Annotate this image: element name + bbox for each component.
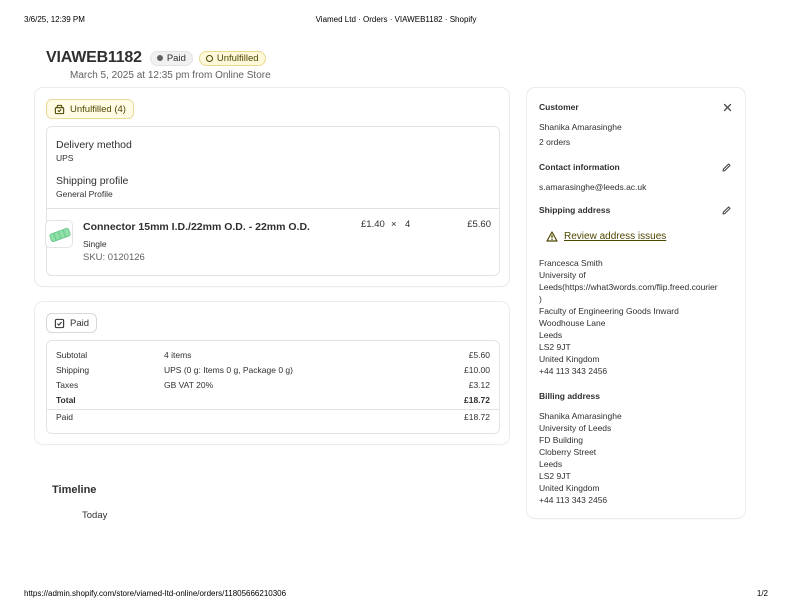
print-url: https://admin.shopify.com/store/viamed-ltd-online/orders/11805666210306: [24, 589, 287, 598]
fulfillment-card: [35, 88, 509, 286]
divider: [47, 208, 499, 209]
product-times-sign: ×: [391, 219, 397, 230]
billing-address-block: [539, 410, 739, 506]
payment-card: [35, 302, 509, 444]
shipping-amount: £10.00: [464, 365, 490, 375]
shipping-line: LS2 9JT: [539, 342, 571, 352]
shipping-address-heading: Shipping address: [539, 205, 611, 215]
billing-line: Leeds: [539, 459, 563, 469]
product-name-link[interactable]: Connector 15mm I.D./22mm O.D. - 22mm O.D.: [83, 221, 310, 233]
contact-heading: Contact information: [539, 162, 620, 172]
print-header: [0, 15, 792, 27]
billing-line: FD Building: [539, 435, 583, 445]
customer-heading: Customer: [539, 102, 579, 112]
delivery-method-value: UPS: [56, 153, 74, 163]
customer-orders-link[interactable]: 2 orders: [539, 137, 571, 147]
print-date: 3/6/25, 12:39 PM: [24, 15, 85, 24]
product-thumbnail[interactable]: [45, 220, 73, 248]
billing-line: University of Leeds: [539, 423, 612, 433]
subtotal-label: Subtotal: [56, 350, 88, 360]
taxes-detail: GB VAT 20%: [164, 380, 214, 390]
payment-status-badge: [150, 51, 193, 66]
product-variant: Single: [83, 239, 107, 249]
payment-summary: [46, 340, 500, 434]
paid-status-label: Paid: [70, 317, 90, 329]
paid-status-pill: [46, 313, 97, 333]
delivery-method-label: Delivery method: [56, 139, 132, 151]
shipping-line: Leeds: [539, 330, 563, 340]
fulfillment-status-badge: [199, 51, 266, 66]
total-row: [47, 395, 499, 407]
paid-row: [47, 412, 499, 424]
shipping-line: Leeds(https://what3words.com/flip.freed.courier: [539, 282, 718, 292]
warning-icon: [546, 231, 558, 242]
taxes-amount: £3.12: [468, 380, 490, 390]
billing-address-heading: Billing address: [539, 391, 600, 401]
shipping-profile-value: General Profile: [56, 189, 113, 199]
divider: [47, 409, 499, 410]
shipping-profile-label: Shipping profile: [56, 175, 129, 187]
order-header: [46, 48, 266, 68]
review-address-issues[interactable]: [546, 231, 666, 242]
billing-line: LS2 9JT: [539, 471, 571, 481]
box-icon: [54, 104, 65, 115]
paid-amount: £18.72: [464, 412, 490, 422]
billing-line: United Kingdom: [539, 483, 600, 493]
shipping-address-block: [539, 257, 739, 377]
shipping-line: +44 113 343 2456: [539, 366, 608, 376]
unfulfilled-status-label: Unfulfilled (4): [70, 103, 126, 115]
subtotal-amount: £5.60: [468, 350, 490, 360]
dot-icon: [157, 55, 163, 61]
timeline-today: Today: [82, 510, 108, 521]
total-label: Total: [56, 395, 76, 405]
product-unit-price: £1.40: [361, 219, 385, 230]
shipping-detail: UPS (0 g: Items 0 g, Package 0 g): [164, 365, 293, 375]
billing-line: Shanika Amarasinghe: [539, 411, 622, 421]
shipping-line: United Kingdom: [539, 354, 600, 364]
product-line-total: £5.60: [467, 219, 491, 230]
billing-line: Cloberry Street: [539, 447, 597, 457]
receipt-check-icon: [54, 318, 65, 329]
shipping-line: University of: [539, 270, 586, 280]
pencil-icon[interactable]: [721, 205, 732, 216]
print-title: Viamed Ltd · Orders · VIAWEB1182 · Shopify: [315, 15, 477, 24]
shipping-line: ): [539, 294, 542, 304]
payment-status-label: Paid: [166, 52, 186, 64]
shipping-label: Shipping: [56, 365, 90, 375]
subtotal-row: [47, 350, 499, 362]
taxes-label: Taxes: [56, 380, 79, 390]
timeline-title: Timeline: [52, 484, 97, 496]
fulfillment-status-label: Unfulfilled: [216, 52, 259, 64]
unfulfilled-status-pill: [46, 99, 134, 119]
order-subtitle: March 5, 2025 at 12:35 pm from Online Store: [70, 70, 271, 81]
paid-label: Paid: [56, 412, 74, 422]
shipping-row: [47, 365, 499, 377]
billing-line: +44 113 343 2456: [539, 495, 608, 505]
shipping-line: Faculty of Engineering Goods Inward: [539, 306, 679, 316]
shipping-line: Woodhouse Lane: [539, 318, 606, 328]
customer-name-link[interactable]: Shanika Amarasinghe: [539, 122, 622, 132]
order-id: VIAWEB1182: [46, 49, 142, 66]
shipping-line: Francesca Smith: [539, 258, 603, 268]
customer-card: [527, 88, 745, 518]
customer-email-link[interactable]: s.amarasinghe@leeds.ac.uk: [539, 182, 647, 192]
total-amount: £18.72: [464, 395, 490, 405]
subtotal-detail: 4 items: [164, 350, 192, 360]
taxes-row: [47, 380, 499, 392]
connector-image: [46, 221, 73, 248]
ring-icon: [206, 55, 213, 62]
product-quantity: 4: [405, 219, 411, 230]
product-sku: SKU: 0120126: [83, 252, 145, 263]
print-page-number: 1/2: [756, 589, 768, 598]
review-address-link[interactable]: Review address issues: [564, 231, 667, 242]
pencil-icon[interactable]: [721, 162, 732, 173]
close-icon[interactable]: [722, 102, 733, 113]
